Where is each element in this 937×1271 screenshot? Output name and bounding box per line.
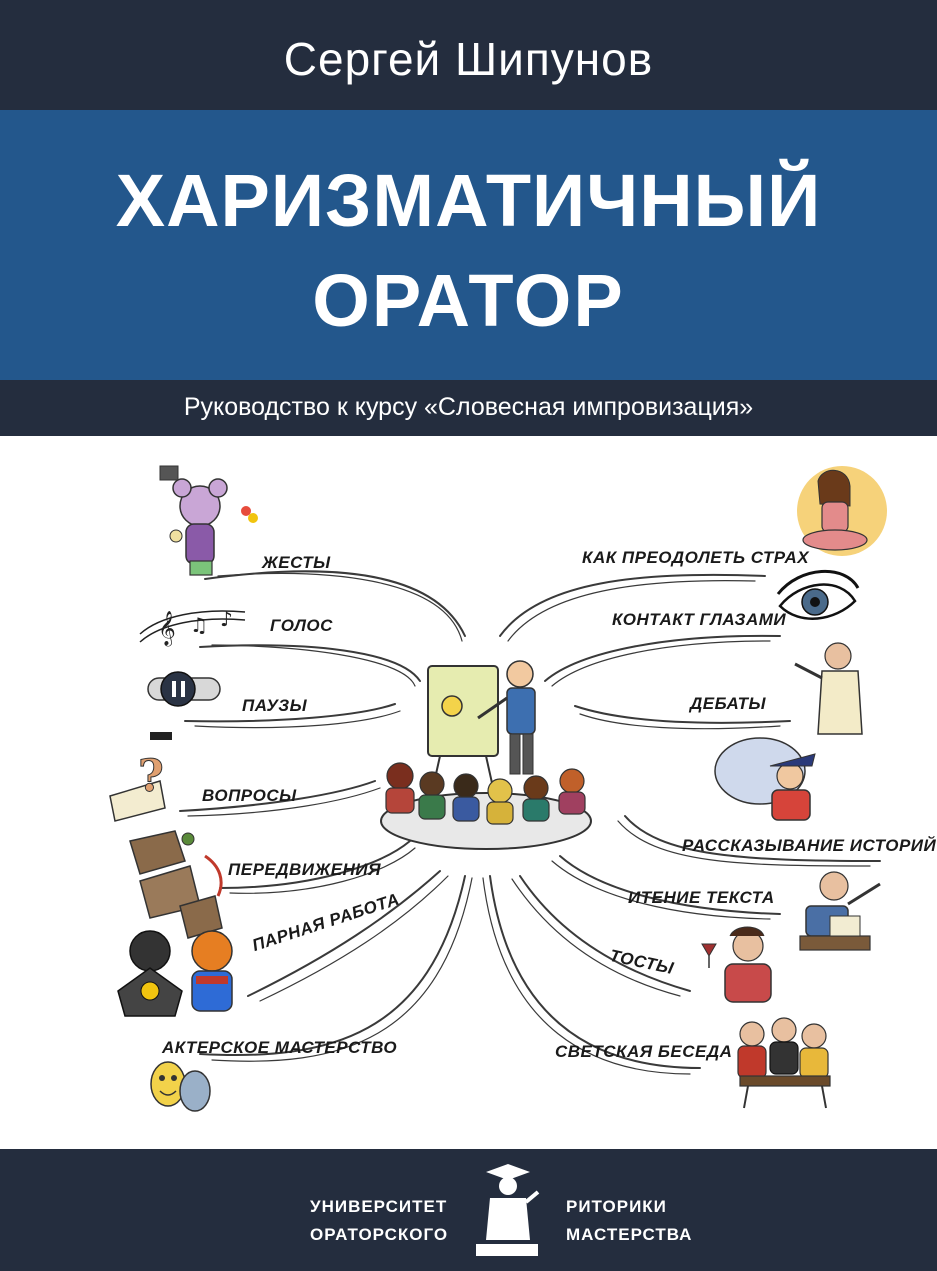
mind-map-branches (0, 436, 937, 1149)
pause-button-icon (148, 672, 220, 706)
author-name: Сергей Шипунов (283, 33, 654, 85)
svg-text:♪: ♪ (220, 607, 233, 631)
topic-pair-work: ПАРНАЯ РАБОТА (249, 889, 402, 956)
svg-text:♫: ♫ (190, 613, 208, 637)
publisher-right-line-1: РИТОРИКИ (566, 1197, 667, 1216)
svg-text:𝄞: 𝄞 (158, 611, 176, 646)
publisher-right-line-2: МАСТЕРСТВА (566, 1225, 693, 1244)
music-notes-icon (140, 607, 245, 647)
university-logo-icon (472, 1162, 542, 1262)
publisher-left-line-2: ОРАТОРСКОГО (310, 1225, 449, 1244)
lecturer-audience-icon (381, 661, 591, 849)
orator-toga-icon (795, 643, 862, 734)
topic-questions: ВОПРОСЫ (202, 786, 297, 805)
subtitle: Руководство к курсу «Словесная импровизация» (183, 393, 754, 421)
reader-icon (830, 916, 860, 936)
publisher-left-line-1: УНИВЕРСИТЕТ (310, 1197, 448, 1216)
topic-storytelling: РАССКАЗЫВАНИЕ ИСТОРИЙ (682, 836, 937, 855)
topic-eye-contact: КОНТАКТ ГЛАЗАМИ (612, 610, 787, 629)
title-line-2: ОРАТОР (312, 259, 625, 342)
debate-cloud-icon (715, 738, 815, 820)
eye-icon (778, 571, 858, 618)
mouse-juggler-icon (160, 466, 258, 575)
storyteller-icon (800, 872, 880, 950)
topic-text-reading: ИТЕНИЕ ТЕКСТА (628, 888, 775, 907)
title-line-1: ХАРИЗМАТИЧНЫЙ (115, 159, 822, 242)
topic-toasts: ТОСТЫ (608, 946, 676, 979)
mind-map (0, 436, 937, 1149)
topic-debates: ДЕБАТЫ (690, 694, 766, 713)
topic-voice: ГОЛОС (270, 616, 333, 635)
svg-text:?: ? (138, 751, 164, 802)
topic-overcome-fear: КАК ПРЕОДОЛЕТЬ СТРАХ (582, 548, 810, 567)
dinner-table-icon (738, 1018, 830, 1108)
publisher-band (0, 1149, 937, 1271)
topic-small-talk: СВЕТСКАЯ БЕСЕДА (555, 1042, 733, 1061)
superhero-duo-icon (118, 931, 232, 1016)
meditating-woman-icon (797, 466, 887, 556)
topic-pauses: ПАУЗЫ (242, 696, 308, 715)
toast-glass-icon (702, 927, 771, 1002)
topic-gestures: ЖЕСТЫ (262, 553, 331, 572)
topic-movement: ПЕРЕДВИЖЕНИЯ (228, 860, 382, 879)
topic-acting: АКТЕРСКОЕ МАСТЕРСТВО (162, 1038, 398, 1057)
theater-masks-icon (151, 1062, 210, 1111)
question-book-icon (110, 732, 172, 821)
chess-board-icon (130, 831, 222, 938)
